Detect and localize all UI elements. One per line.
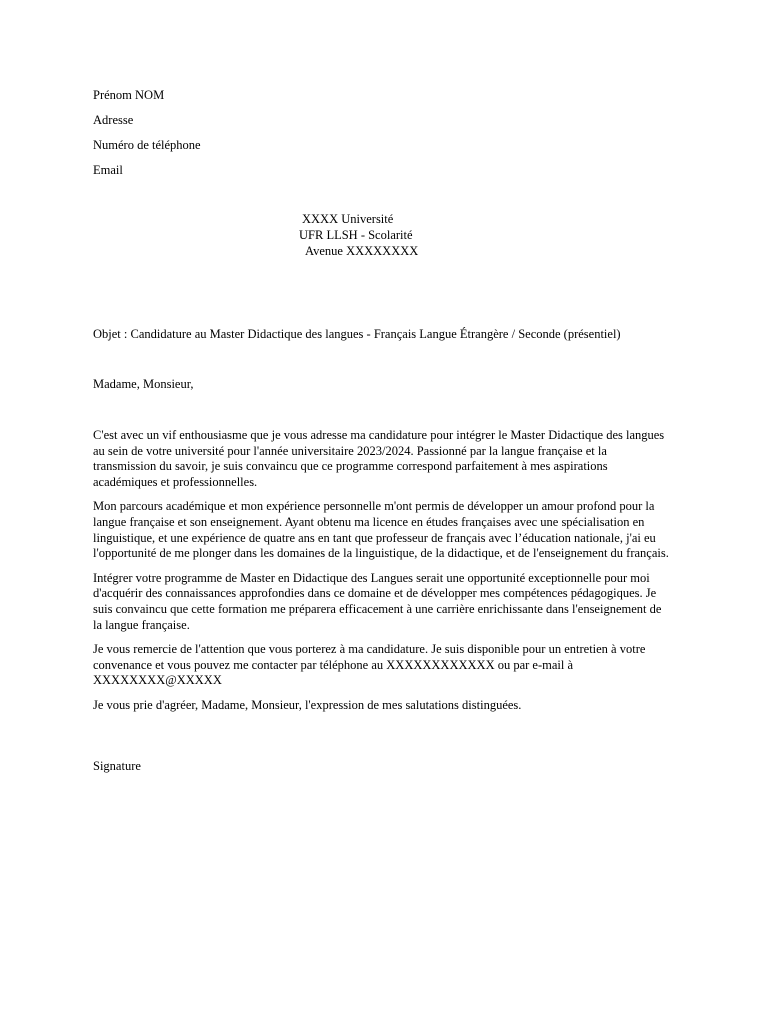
body-paragraph-contact: Je vous remercie de l'attention que vous porterez à ma candidature. Je suis disponible pour un entretien à votre convenance et vous pouvez me contacter par téléphone au XXXXXXXXXXXX ou par e-mail à XXXXXXXX@XXXXX [93, 642, 646, 688]
sender-phone: Numéro de téléphone [93, 138, 201, 152]
body-paragraph-intro: C'est avec un vif enthousiasme que je vous adresse ma candidature pour intégrer le Master Didactique des langues au sein de votre université pour l'année universitaire 2023/2024. Passionné par la langue française et la transmission du savoir, je suis convaincu que ce programme correspond parfaitement à mes aspirations académiques et professionnelles. [93, 428, 665, 489]
letter-subject: Objet : Candidature au Master Didactique des langues - Français Langue Étrangère / Seconde (présentiel) [93, 327, 621, 341]
sender-address: Adresse [93, 113, 134, 127]
body-paragraph-closing: Je vous prie d'agréer, Madame, Monsieur, l'expression de mes salutations distinguées. [93, 697, 522, 712]
letter-signature: Signature [93, 759, 141, 773]
sender-email: Email [93, 163, 123, 177]
sender-name: Prénom NOM [93, 88, 165, 102]
recipient-university: XXXX Université [302, 212, 394, 226]
letter-body [93, 428, 673, 723]
recipient-street: Avenue XXXXXXXX [305, 244, 419, 258]
letter-salutation: Madame, Monsieur, [93, 377, 194, 391]
body-paragraph-motivation: Intégrer votre programme de Master en Didactique des Langues serait une opportunité exceptionnelle pour moi d'acquérir des connaissances approfondies dans ce domaine et de développer mes compétences pédagogiques. Je suis convaincu que cette formation me préparera efficacement à une carrière enrichissante dans l'enseignement de la langue française. [93, 570, 662, 632]
recipient-department: UFR LLSH - Scolarité [299, 228, 413, 242]
body-paragraph-background: Mon parcours académique et mon expérience personnelle m'ont permis de développer un amour profond pour la langue française et son enseignement. Ayant obtenu ma licence en études françaises avec une spécialisation en linguistique, et une expérience de quatre ans en tant que professeur de français avec l’éducation nationale, j'ai eu l'opportunité de me plonger dans les domaines de la linguistique, de la didactique, et de l'enseignement du français. [93, 499, 669, 561]
